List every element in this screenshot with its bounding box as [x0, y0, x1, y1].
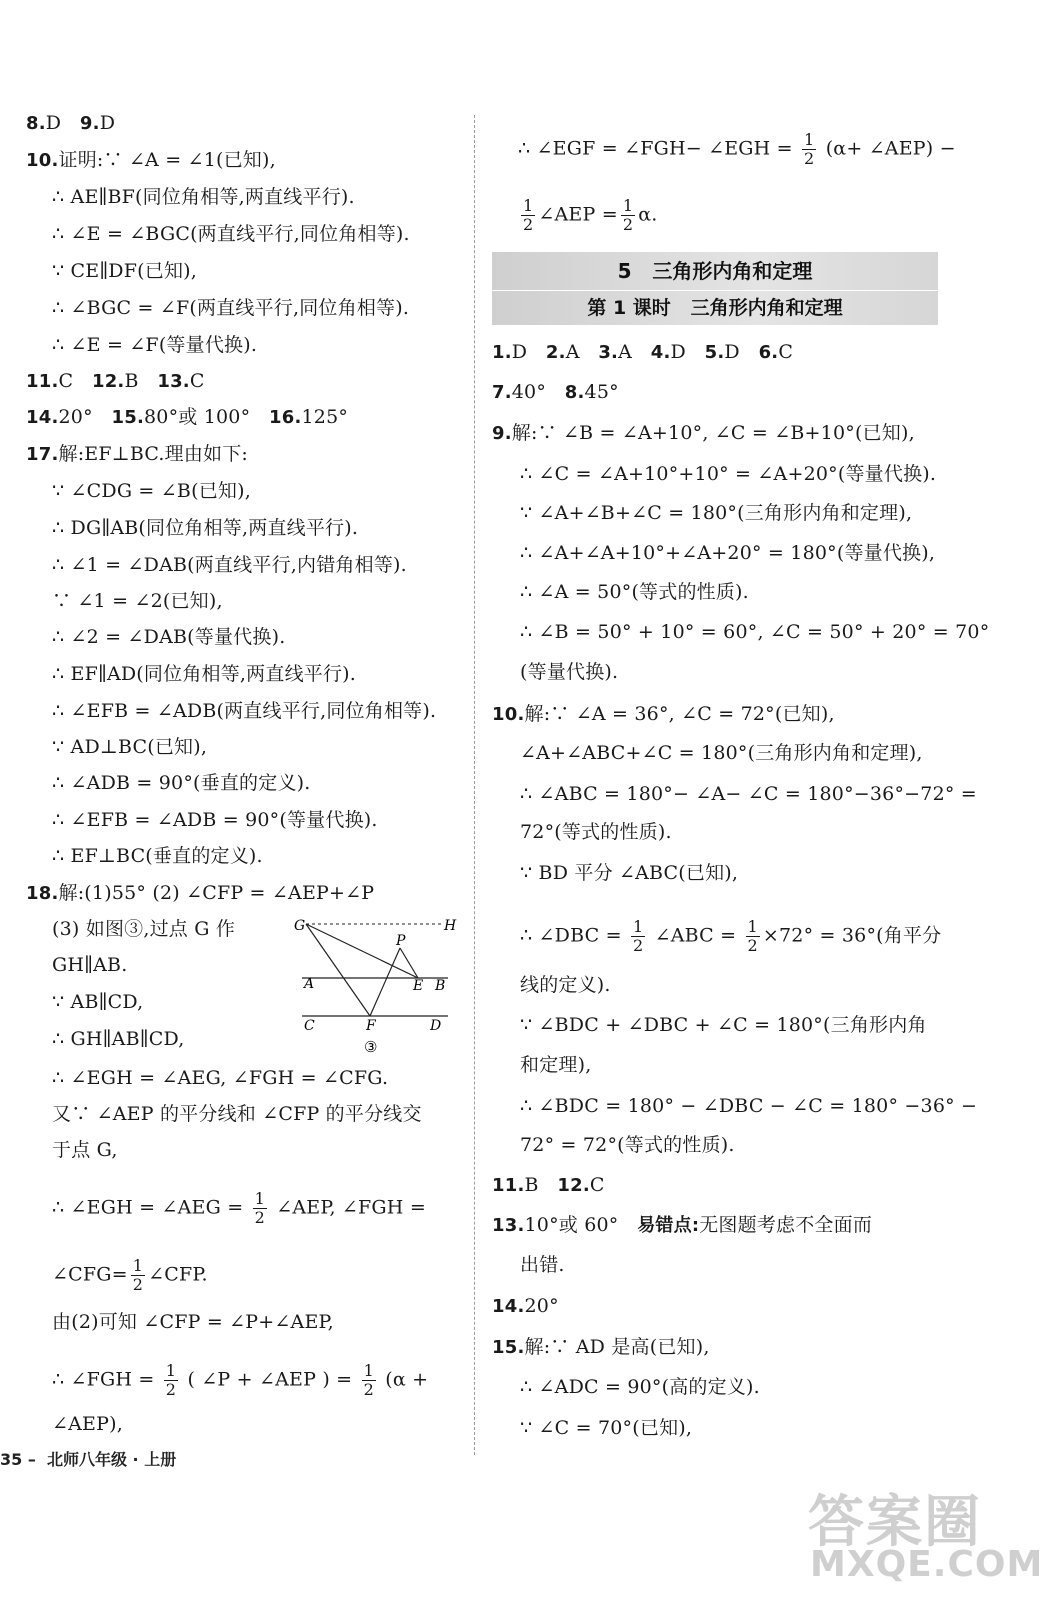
error-note: 出错.: [520, 1254, 565, 1276]
proof-line: ∴ ∠BDC = 180° − ∠DBC − ∠C = 180° −36° −: [520, 1095, 978, 1117]
proof-line: ∴ ∠2 = ∠DAB(等量代换).: [52, 626, 286, 648]
proof-line: ∴ GH∥AB∥CD,: [52, 1028, 185, 1050]
answer: D: [670, 341, 686, 363]
q-num: 7.: [492, 382, 512, 403]
q-num: 11.: [26, 371, 59, 392]
proof-line: (等量代换).: [520, 661, 619, 683]
proof-line: 解:EF⊥BC.理由如下:: [58, 443, 249, 465]
section-number: 5: [617, 259, 632, 283]
answers-8-9: [26, 111, 115, 135]
answers-11-12: [492, 1173, 605, 1197]
text: ( ∠P + ∠AEP ) =: [187, 1368, 353, 1391]
q14-answer: [492, 1294, 559, 1318]
q-num: 13.: [157, 371, 190, 392]
proof-line: ∵ ∠A+∠B+∠C = 180°(三角形内角和定理),: [520, 502, 913, 524]
answer: D: [45, 112, 62, 134]
label-b: B: [435, 978, 446, 994]
answers-11-13: [26, 369, 205, 393]
proof-line: ∴ ∠EFB = ∠ADB = 90°(等量代换).: [52, 809, 378, 831]
q-num: 4.: [650, 342, 671, 363]
proof-line: ∴ ∠1 = ∠DAB(两直线平行,内错角相等).: [52, 554, 407, 576]
q17-first: [26, 442, 248, 466]
proof-line-frac: [52, 1361, 429, 1399]
answer: 80°或 100°: [144, 406, 251, 428]
proof-line: 解:∵ AD 是高(已知),: [524, 1336, 710, 1358]
proof-line: ∠AEP),: [52, 1413, 123, 1435]
proof-line: ∴ ∠ADB = 90°(垂直的定义).: [52, 772, 311, 794]
answer: 10°或 60°: [524, 1214, 619, 1236]
q-num: 3.: [598, 342, 619, 363]
lesson-title: [492, 291, 938, 325]
answer: C: [189, 370, 205, 392]
q18-first: [26, 881, 374, 905]
label-f: F: [366, 1018, 376, 1034]
text: α.: [638, 203, 658, 226]
numerator: 1: [632, 917, 644, 936]
label-h: H: [444, 918, 457, 934]
label-e: E: [413, 978, 424, 994]
answer: C: [778, 341, 794, 363]
numerator: 1: [747, 917, 758, 936]
q-num: 17.: [26, 444, 59, 465]
label-g: G: [294, 918, 306, 934]
answer: D: [724, 341, 740, 363]
proof-line: ∴ EF∥AD(同位角相等,两直线平行).: [52, 663, 357, 685]
q-num: 14.: [492, 1296, 525, 1317]
section-title-text: 三角形内角和定理: [652, 259, 813, 283]
answer: 40°: [511, 381, 547, 403]
proof-line: ∴ ∠E = ∠F(等量代换).: [52, 334, 258, 356]
proof-line: 证明:∵ ∠A = ∠1(已知),: [58, 149, 276, 171]
proof-line: ∴ ∠A = 50°(等式的性质).: [520, 581, 749, 603]
text: ∠AEP =: [538, 203, 618, 226]
proof-line: 解:(1)55° (2) ∠CFP = ∠AEP+∠P: [58, 882, 375, 904]
q9-first: [492, 421, 915, 445]
q-num: 10.: [26, 150, 59, 171]
section-title: [492, 252, 938, 290]
watermark-logo: [808, 1478, 1043, 1588]
q-num: 8.: [26, 113, 46, 134]
numerator: 1: [523, 196, 534, 215]
proof-line: ∴ ∠EGH = ∠AEG, ∠FGH = ∠CFG.: [52, 1067, 389, 1089]
denominator: 2: [523, 215, 534, 234]
proof-line: ∴ ∠ADC = 90°(高的定义).: [520, 1376, 760, 1398]
proof-line-frac: [52, 1256, 208, 1294]
q10-first: [26, 148, 276, 172]
text: ∠CFG=: [52, 1263, 128, 1286]
proof-line: ∴ EF⊥BC(垂直的定义).: [52, 845, 263, 867]
q-num: 1.: [492, 342, 512, 363]
numerator: 1: [254, 1189, 265, 1208]
q-num: 13.: [492, 1215, 525, 1236]
text: ∠ABC =: [654, 924, 737, 947]
proof-line: ∵ CE∥DF(已知),: [52, 260, 197, 282]
numerator: 1: [132, 1256, 144, 1275]
segment-fp: [370, 948, 400, 1016]
proof-line: 由(2)可知 ∠CFP = ∠P+∠AEP,: [52, 1311, 334, 1333]
proof-line: ∴ ∠A+∠A+10°+∠A+20° = 180°(等量代换),: [520, 542, 936, 564]
lesson-label: 第 1 课时: [587, 297, 671, 319]
denominator: 2: [363, 1380, 374, 1399]
q10-right-first: [492, 702, 835, 726]
proof-line: ∴ ∠E = ∠BGC(两直线平行,同位角相等).: [52, 223, 410, 245]
numerator: 1: [622, 196, 634, 215]
text: ∴ ∠DBC =: [520, 924, 622, 947]
proof-line: ∵ AB∥CD,: [52, 991, 144, 1013]
answer: 20°: [524, 1295, 559, 1317]
q-num: 9.: [79, 113, 100, 134]
text: ×72° = 36°(角平分: [762, 924, 942, 947]
label-c: C: [304, 1018, 315, 1034]
fraction-one-half: [631, 918, 645, 955]
error-note: 无图题考虑不全面而: [699, 1214, 873, 1236]
q-num: 11.: [492, 1175, 525, 1196]
page-number: 35 –: [0, 1450, 36, 1469]
denominator: 2: [254, 1208, 265, 1227]
proof-line: ∴ ∠EFB = ∠ADB(两直线平行,同位角相等).: [52, 700, 437, 722]
proof-line: (3) 如图③,过点 G 作: [52, 918, 236, 940]
q-num: 12.: [91, 371, 125, 392]
error-note-label: 易错点:: [637, 1215, 700, 1236]
numerator: 1: [165, 1361, 177, 1380]
proof-line-frac: [52, 1189, 426, 1227]
answer: C: [58, 370, 74, 392]
q-num: 14.: [26, 407, 59, 428]
q-num: 16.: [269, 407, 302, 428]
answer: A: [565, 341, 580, 363]
q-num: 2.: [545, 342, 566, 363]
label-a: A: [304, 976, 315, 992]
fraction-one-half: [802, 131, 816, 168]
answers-14-16: [26, 405, 348, 429]
figure-caption: ③: [364, 1038, 378, 1056]
answer: 125°: [301, 406, 349, 428]
q-num: 9.: [492, 423, 512, 444]
answer: B: [124, 370, 139, 392]
denominator: 2: [804, 149, 815, 168]
proof-line: ∵ AD⊥BC(已知),: [52, 736, 208, 758]
denominator: 2: [622, 215, 634, 234]
fraction-one-half: [521, 197, 535, 234]
q-num: 10.: [492, 704, 525, 725]
q-num: 18.: [26, 883, 59, 904]
proof-line: 72°(等式的性质).: [520, 821, 672, 843]
q13-answer: [492, 1213, 872, 1237]
q-num: 5.: [704, 342, 725, 363]
fraction-one-half: [362, 1362, 376, 1399]
label-p: P: [396, 933, 406, 949]
denominator: 2: [132, 1275, 144, 1294]
page-footer: [0, 1447, 176, 1470]
geometry-figure: [292, 912, 462, 1062]
proof-line: 解:∵ ∠B = ∠A+10°, ∠C = ∠B+10°(已知),: [511, 422, 915, 444]
proof-line-frac: [520, 917, 942, 955]
answer: B: [524, 1174, 539, 1196]
text: ∴ ∠FGH =: [52, 1368, 155, 1391]
denominator: 2: [165, 1380, 177, 1399]
text: ∠CFP.: [148, 1263, 208, 1286]
proof-line: ∴ ∠BGC = ∠F(两直线平行,同位角相等).: [52, 297, 410, 319]
text: ∴ ∠EGF = ∠FGH− ∠EGH =: [518, 137, 793, 160]
proof-line: ∵ ∠1 = ∠2(已知),: [52, 590, 223, 612]
proof-line: ∵ ∠BDC + ∠DBC + ∠C = 180°(三角形内角: [520, 1014, 927, 1036]
answer: A: [618, 341, 633, 363]
proof-line: ∴ ∠B = 50° + 10° = 60°, ∠C = 50° + 20° = 70°: [520, 621, 990, 643]
proof-line: ∴ DG∥AB(同位角相等,两直线平行).: [52, 517, 359, 539]
proof-line: ∴ AE∥BF(同位角相等,两直线平行).: [52, 186, 355, 208]
answer: D: [99, 112, 116, 134]
q-num: 6.: [758, 342, 779, 363]
answer: C: [589, 1174, 605, 1196]
answers-7-8: [492, 380, 619, 404]
text: ∠AEP, ∠FGH =: [276, 1196, 426, 1219]
proof-line: ∵ ∠CDG = ∠B(已知),: [52, 480, 251, 502]
fraction-one-half: [746, 918, 760, 955]
watermark-bottom: MXQE.COM: [810, 1544, 1043, 1585]
proof-line: 于点 G,: [52, 1139, 118, 1161]
q-num: 12.: [557, 1175, 590, 1196]
lesson-title-text: 三角形内角和定理: [690, 297, 843, 319]
answer: D: [511, 341, 528, 363]
segment-gf: [306, 924, 370, 1016]
fraction-one-half: [164, 1362, 178, 1399]
proof-line: ∴ ∠C = ∠A+10°+10° = ∠A+20°(等量代换).: [520, 463, 937, 485]
answers-1-6: [492, 340, 793, 364]
text: (α+ ∠AEP) −: [825, 137, 956, 160]
proof-line: GH∥AB.: [52, 954, 128, 976]
fraction-one-half: [253, 1190, 267, 1227]
book-title: 北师八年级 · 上册: [46, 1450, 177, 1469]
q-num: 8.: [564, 382, 585, 403]
proof-line: 和定理),: [520, 1054, 592, 1076]
fraction-one-half: [131, 1257, 145, 1294]
proof-line: 72° = 72°(等式的性质).: [520, 1134, 735, 1156]
watermark-top: 答案圈: [808, 1490, 982, 1555]
label-d: D: [430, 1018, 442, 1034]
answer: 45°: [584, 381, 619, 403]
fraction-one-half: [621, 197, 635, 234]
answer: 20°: [58, 406, 93, 428]
q15-first: [492, 1335, 710, 1359]
q-num: 15.: [492, 1337, 525, 1358]
proof-line: 线的定义).: [520, 974, 611, 996]
numerator: 1: [804, 130, 815, 149]
q-num: 15.: [111, 407, 144, 428]
proof-line: ∵ ∠C = 70°(已知),: [520, 1417, 693, 1439]
proof-line: 又∵ ∠AEP 的平分线和 ∠CFP 的平分线交: [52, 1103, 422, 1125]
proof-line-frac: [518, 130, 956, 168]
column-divider: [474, 115, 475, 1455]
text: (α +: [385, 1368, 429, 1391]
numerator: 1: [363, 1361, 374, 1380]
denominator: 2: [747, 936, 758, 955]
proof-line-frac: [518, 196, 658, 234]
proof-line: 解:∵ ∠A = 36°, ∠C = 72°(已知),: [524, 703, 835, 725]
proof-line: ∵ BD 平分 ∠ABC(已知),: [520, 862, 739, 884]
proof-line: ∠A+∠ABC+∠C = 180°(三角形内角和定理),: [520, 742, 923, 764]
proof-line: ∴ ∠ABC = 180°− ∠A− ∠C = 180°−36°−72° =: [520, 783, 977, 805]
text: ∴ ∠EGH = ∠AEG =: [52, 1196, 244, 1219]
denominator: 2: [632, 936, 644, 955]
